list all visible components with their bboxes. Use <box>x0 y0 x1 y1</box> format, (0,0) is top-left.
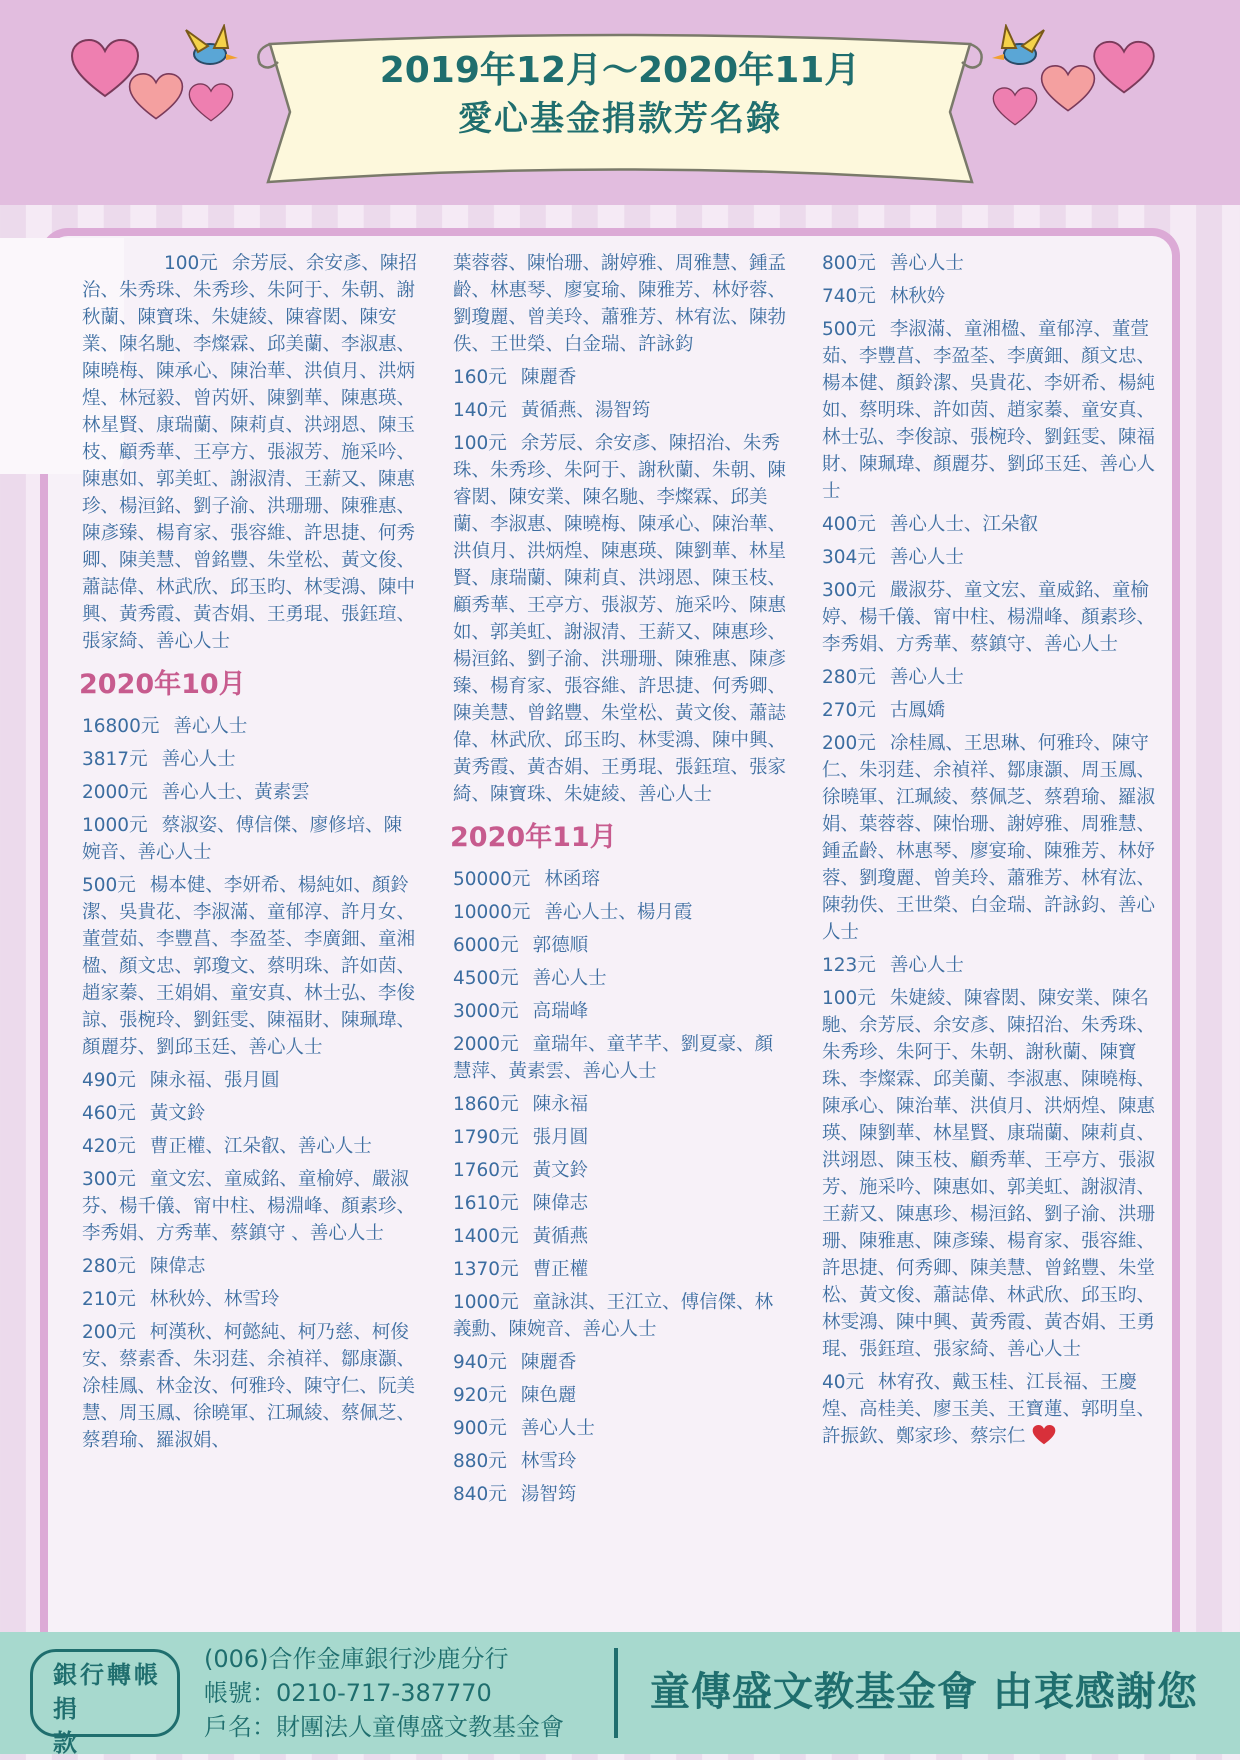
donation-entry: 10000元 善心人士、楊月霞 <box>453 902 693 923</box>
donation-entry: 300元 嚴淑芬、童文宏、童威銘、童榆婷、楊千儀、甯中柱、楊淵峰、顏素珍、李秀娟、方秀華、蔡鎮守、善心人士 <box>822 580 1156 655</box>
donation-entry: 3000元 高瑞峰 <box>453 1001 589 1022</box>
donation-entry: 16800元 善心人士 <box>82 716 248 737</box>
donation-entry: 940元 陳麗香 <box>453 1352 577 1373</box>
heart-icon <box>188 82 234 124</box>
column-middle <box>450 250 789 1514</box>
donation-entry: 460元 黃文鈴 <box>82 1103 206 1124</box>
column-left <box>79 250 418 1460</box>
donation-entry: 1370元 曹正權 <box>453 1259 589 1280</box>
heart-icon <box>128 72 184 122</box>
account-name: 戶名：財團法人童傳盛文教基金會 <box>204 1713 564 1741</box>
donation-entry: 800元 善心人士 <box>822 253 964 274</box>
donation-entry: 840元 湯智筠 <box>453 1484 577 1505</box>
donation-entry: 3817元 善心人士 <box>82 749 236 770</box>
donation-entry: 4500元 善心人士 <box>453 968 607 989</box>
donation-entry: 6000元 郭德順 <box>453 935 589 956</box>
donation-entry: 1000元 蔡淑姿、傅信傑、廖修培、陳婉音、善心人士 <box>82 815 403 863</box>
badge-line1: 銀行轉帳 <box>53 1661 161 1689</box>
column-right <box>822 250 1162 1456</box>
banner-title-main: 愛心基金捐款芳名錄 <box>458 99 782 139</box>
donation-entry: 2000元 善心人士、黃素雲 <box>82 782 310 803</box>
donation-entry: 100元 余芳辰、余安彥、陳招治、朱秀珠、朱秀珍、朱阿于、謝秋蘭、朱朝、陳睿閎、陳安業、陳名馳、李燦霖、邱美蘭、李淑惠、陳曉梅、陳承心、陳治華、洪偵月、洪炳煌、陳惠瑛、陳劉華、林星賢、康瑞蘭、陳莉貞、洪翊恩、陳玉枝、顧秀華、王亭方、張淑芳、施采吟、陳惠如、郭美虹、謝淑清、王薪又、陳惠珍、楊洹銘、劉子渝、洪珊珊、陳雅惠、陳彥臻、楊育家、張容維、許思捷、何秀卿、陳美慧、曾銘豐、朱堂松、黃文俊、蕭誌偉、林武欣、邱玉昀、林雯鴻、陳中興、黃秀霞、黃杏娟、王勇琨、張鈺瑄、張家綺、陳寶珠、朱婕綾、善心人士 <box>453 433 787 805</box>
donation-entry: 1000元 童詠淇、王江立、傅信傑、林義勳、陳婉音、善心人士 <box>453 1292 774 1340</box>
title-banner <box>250 32 990 192</box>
bird-icon <box>990 24 1046 72</box>
badge-line2: 捐款 <box>53 1695 117 1757</box>
donation-entry: 200元 柯漢秋、柯懿純、柯乃慈、柯俊安、蔡素香、朱羽莛、余禎祥、鄒康灝、凃桂鳳、林金汝、何雅玲、陳守仁、阮美慧、周玉鳳、徐曉軍、江珮綾、蔡佩芝、蔡碧瑜、羅淑娟、 <box>82 1322 416 1451</box>
donation-entry: 2000元 童瑞年、童芊芊、劉夏豪、顏慧萍、黃素雲、善心人士 <box>453 1034 774 1082</box>
heart-icon <box>1032 1424 1056 1446</box>
donation-entry: 100元 朱婕綾、陳睿閎、陳安業、陳名馳、余芳辰、余安彥、陳招治、朱秀珠、朱秀珍、朱阿于、朱朝、謝秋蘭、陳寶珠、李燦霖、邱美蘭、李淑惠、陳曉梅、陳承心、陳治華、洪偵月、洪炳煌、陳惠瑛、陳劉華、林星賢、康瑞蘭、陳莉貞、洪翊恩、陳玉枝、顧秀華、王亭方、張淑芳、施采吟、陳惠如、郭美虹、謝淑清、王薪又、陳惠珍、楊洹銘、劉子渝、洪珊珊、陳雅惠、陳彥臻、楊育家、張容維、許思捷、何秀卿、陳美慧、曾銘豐、朱堂松、黃文俊、蕭誌偉、林武欣、邱玉昀、林雯鴻、陳中興、黃秀霞、黃杏娟、王勇琨、張鈺瑄、張家綺、善心人士 <box>822 988 1156 1360</box>
banner-title-dates: 2019年12月～2020年11月 <box>379 50 861 91</box>
donation-entry: 1760元 黃文鈴 <box>453 1160 589 1181</box>
donation-entry: 420元 曹正權、江朵叡、善心人士 <box>82 1136 372 1157</box>
donation-entry: 900元 善心人士 <box>453 1418 595 1439</box>
section-title-2020-10: 2020年10月 <box>79 669 246 700</box>
bird-icon <box>184 24 240 72</box>
donation-entry: 123元 善心人士 <box>822 955 964 976</box>
bank-info <box>204 1642 564 1744</box>
donation-entry: 500元 李淑滿、童湘楹、童郁淳、董萱茹、李豐菖、李盈荃、李廣鈿、顏文忠、楊本健、顏鈴潔、吳貴花、李妍希、楊純如、蔡明珠、許如茵、趙家蓁、童安真、林士弘、李俊諒、張椀玲、劉鈺雯、陳福財、陳珮瑋、顏麗芬、劉邱玉廷、善心人士 <box>822 319 1156 502</box>
donation-entry: 500元 楊本健、李妍希、楊純如、顏鈴潔、吳貴花、李淑滿、童郁淳、許月女、董萱茹、李豐菖、李盈荃、李廣鈿、童湘楹、顏文忠、郭瓊文、蔡明珠、許如茵、趙家蓁、王娟娟、童安真、林士弘、李俊諒、張椀玲、劉鈺雯、陳福財、陳珮瑋、顏麗芬、劉邱玉廷、善心人士 <box>82 875 416 1058</box>
donation-entry: 100元 余芳辰、余安彥、陳招治、朱秀珠、朱秀珍、朱阿于、朱朝、謝秋蘭、陳寶珠、朱婕綾、陳睿閎、陳安業、陳名馳、李燦霖、邱美蘭、李淑惠、陳曉梅、陳承心、陳治華、洪偵月、洪炳煌、林冠毅、曾芮妍、陳劉華、陳惠瑛、林星賢、康瑞蘭、陳莉貞、洪翊恩、陳玉枝、顧秀華、王亭方、張淑芳、施采吟、陳惠如、郭美虹、謝淑清、王薪又、陳惠珍、楊洹銘、劉子渝、洪珊珊、陳雅惠、陳彥臻、楊育家、張容維、許思捷、何秀卿、陳美慧、曾銘豐、朱堂松、黃文俊、蕭誌偉、林武欣、邱玉昀、林雯鴻、陳中興、黃秀霞、黃杏娟、王勇琨、張鈺瑄、張家綺、善心人士 <box>82 253 417 652</box>
donation-entry: 270元 古鳳嬌 <box>822 700 946 721</box>
header <box>0 0 1240 205</box>
footer-divider <box>614 1648 618 1738</box>
heart-icon <box>1092 40 1156 96</box>
donation-entry: 280元 善心人士 <box>822 667 964 688</box>
donation-entry: 葉蓉蓉、陳怡珊、謝婷雅、周雅慧、鍾孟齡、林惠琴、廖宴瑜、陳雅芳、林妤蓉、劉瓊麗、曾美玲、蕭雅芳、林宥汯、陳勃佚、王世榮、白金瑞、許詠鈞 <box>453 253 787 355</box>
donation-entry: 200元 凃桂鳳、王思琳、何雅玲、陳守仁、朱羽莛、余禎祥、鄒康灝、周玉鳳、徐曉軍、江珮綾、蔡佩芝、蔡碧瑜、羅淑娟、葉蓉蓉、陳怡珊、謝婷雅、周雅慧、鍾孟齡、林惠琴、廖宴瑜、陳雅芳、林妤蓉、劉瓊麗、曾美玲、蕭雅芳、林宥汯、陳勃佚、王世榮、白金瑞、許詠鈞、善心人士 <box>822 733 1156 943</box>
section-title-2020-11: 2020年11月 <box>450 822 617 853</box>
bank-account: 帳號：0210-717-387770 <box>204 1679 492 1707</box>
footer <box>0 1632 1240 1757</box>
donation-entry: 1610元 陳偉志 <box>453 1193 589 1214</box>
thanks-message: 童傳盛文教基金會 由衷感謝您 <box>650 1669 1198 1715</box>
donation-entry: 1790元 張月圓 <box>453 1127 589 1148</box>
bank-transfer-badge <box>30 1649 180 1757</box>
donation-entry: 1400元 黃循燕 <box>453 1226 589 1247</box>
donor-names: 余芳辰、余安彥、陳招治、朱秀珠、朱秀珍、朱阿于、朱朝、謝秋蘭、陳寶珠、朱婕綾、陳睿閎、陳安業、陳名馳、李燦霖、邱美蘭、李淑惠、陳曉梅、陳承心、陳治華、洪偵月、洪炳煌、林冠毅、曾芮妍、陳劉華、陳惠瑛、林星賢、康瑞蘭、陳莉貞、洪翊恩、陳玉枝、顧秀華、王亭方、張淑芳、施采吟、陳惠如、郭美虹、謝淑清、王薪又、陳惠珍、楊洹銘、劉子渝、洪珊珊、陳雅惠、陳彥臻、楊育家、張容維、許思捷、何秀卿、陳美慧、曾銘豐、朱堂松、黃文俊、蕭誌偉、林武欣、邱玉昀、林雯鴻、陳中興、黃秀霞、黃杏娟、王勇琨、張鈺瑄、張家綺、善心人士 <box>82 253 417 652</box>
donation-entry: 880元 林雪玲 <box>453 1451 577 1472</box>
donation-entry: 300元 童文宏、童威銘、童榆婷、嚴淑芬、楊千儀、甯中柱、楊淵峰、顏素珍、李秀娟、方秀華、蔡鎮守 、善心人士 <box>82 1169 416 1244</box>
donation-entry: 40元 林宥孜、戴玉桂、江長福、王慶煌、高桂美、廖玉美、王寶蓮、郭明皇、許振欽、鄭家珍、蔡宗仁 <box>822 1372 1156 1447</box>
donation-entry: 400元 善心人士、江朵叡 <box>822 514 1038 535</box>
bank-name: (006)合作金庫銀行沙鹿分行 <box>204 1645 509 1673</box>
donation-entry: 140元 黃循燕、湯智筠 <box>453 400 651 421</box>
donation-entry: 210元 林秋妗、林雪玲 <box>82 1289 280 1310</box>
donation-entry: 740元 林秋妗 <box>822 286 946 307</box>
heart-icon <box>1040 64 1096 114</box>
donation-entry: 160元 陳麗香 <box>453 367 577 388</box>
donation-entry: 50000元 林函瑢 <box>453 869 600 890</box>
donation-entry: 490元 陳永福、張月圓 <box>82 1070 280 1091</box>
donation-entry: 920元 陳色麗 <box>453 1385 577 1406</box>
donation-entry: 304元 善心人士 <box>822 547 964 568</box>
heart-icon <box>992 86 1038 128</box>
donation-entry: 1860元 陳永福 <box>453 1094 589 1115</box>
donation-entry: 280元 陳偉志 <box>82 1256 206 1277</box>
